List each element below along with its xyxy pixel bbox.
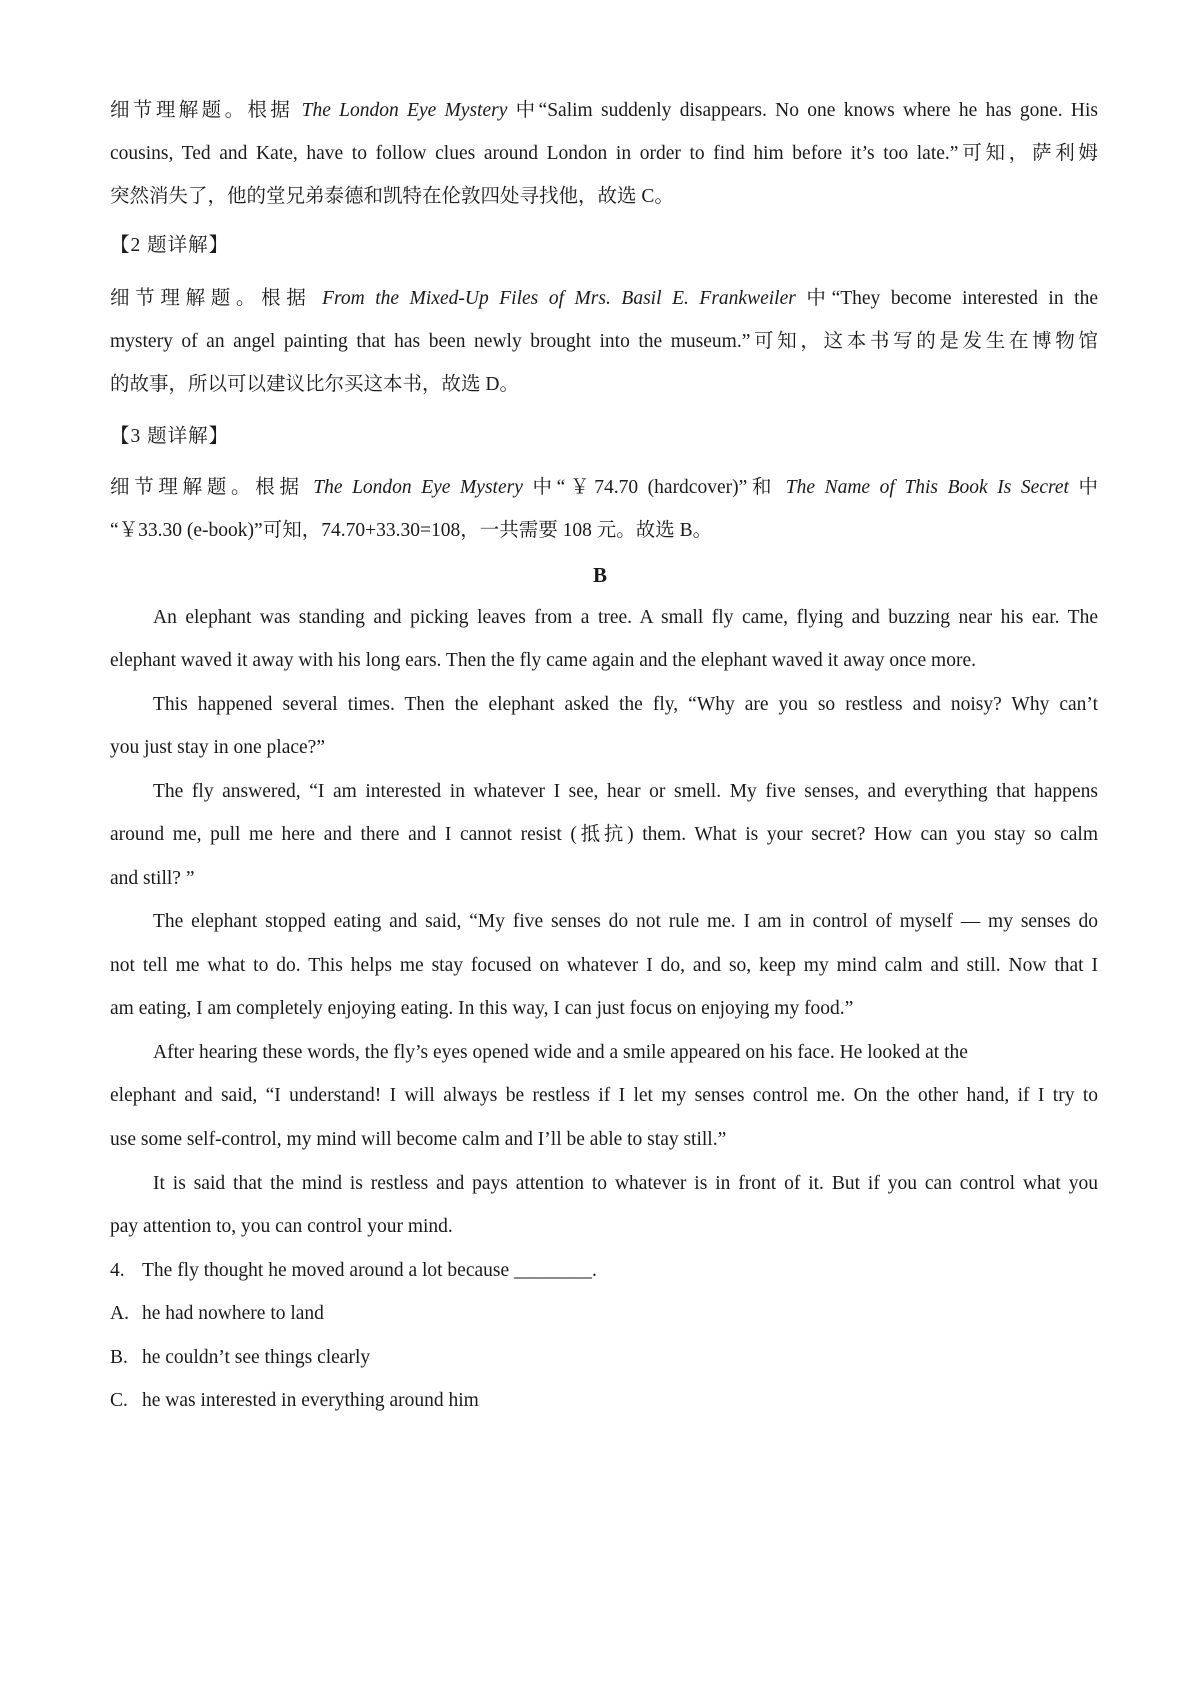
question-number: 4.	[110, 1260, 125, 1281]
passage-line: around me, pull me here and there and I cannot resist (抵抗) them. What is your secret? How can you stay so calm	[110, 824, 1098, 845]
option-c	[110, 1386, 1098, 1416]
passage-line: not tell me what to do. This helps me stay focused on whatever I do, and so, keep my mind calm and still. Now that I	[110, 955, 1098, 976]
text-run: 中“Salim suddenly disappears. No one knows where he has gone. His	[507, 100, 1099, 121]
option-b	[110, 1343, 1098, 1373]
q3-explanation-line-1	[110, 473, 1098, 503]
question-4-stem	[110, 1256, 1098, 1286]
passage-line: An elephant was standing and picking leaves from a tree. A small fly came, flying and buzzing near his ear. The	[153, 607, 1098, 628]
text-run: 中“They become interested in the	[795, 288, 1098, 309]
book-title: The London Eye Mystery	[313, 477, 523, 498]
q1-explanation-line-1	[110, 96, 1098, 126]
text-run: 细节理解题。根据	[110, 288, 323, 309]
q1-explanation-line-2: cousins, Ted and Kate, have to follow clues around London in order to find him before it’s too late.”可知，萨利姆	[110, 143, 1098, 164]
q3-explanation-line-2: “￥33.30 (e-book)”可知，74.70+33.30=108，一共需要 108 元。故选 B。	[110, 520, 713, 541]
text-run: 细节理解题。根据	[110, 477, 314, 498]
passage-line: you just stay in one place?”	[110, 737, 325, 758]
q3-heading: 【3 题详解】	[110, 426, 230, 447]
option-letter: C.	[110, 1390, 128, 1411]
passage-line: The elephant stopped eating and said, “My five senses do not rule me. I am in control of myself — my senses do	[153, 911, 1098, 932]
option-letter: B.	[110, 1347, 128, 1368]
text-run: 中	[1068, 477, 1099, 498]
option-text: he was interested in everything around him	[142, 1390, 479, 1411]
book-title: From the Mixed-Up Files of Mrs. Basil E. Frankweiler	[322, 288, 796, 309]
q1-explanation-line-3: 突然消失了，他的堂兄弟泰德和凯特在伦敦四处寻找他，故选 C。	[110, 186, 674, 207]
option-letter: A.	[110, 1303, 129, 1324]
passage-line: It is said that the mind is restless and pays attention to whatever is in front of it. But if you can control what you	[153, 1173, 1098, 1194]
option-text: he had nowhere to land	[142, 1303, 324, 1324]
book-title: The Name of This Book Is Secret	[785, 477, 1069, 498]
question-text: The fly thought he moved around a lot because ________.	[142, 1260, 597, 1281]
passage-line: pay attention to, you can control your mind.	[110, 1216, 453, 1237]
option-a	[110, 1299, 1098, 1329]
passage-line: The fly answered, “I am interested in whatever I see, hear or smell. My five senses, and everything that happens	[153, 781, 1098, 802]
passage-line: This happened several times. Then the elephant asked the fly, “Why are you so restless and noisy? Why can’t	[153, 694, 1098, 715]
passage-line: elephant and said, “I understand! I will always be restless if I let my senses control me. On the other hand, if I try to	[110, 1085, 1098, 1106]
book-title: The London Eye Mystery	[301, 100, 508, 121]
passage-line: and still? ”	[110, 868, 195, 889]
q2-heading: 【2 题详解】	[110, 235, 230, 256]
option-text: he couldn’t see things clearly	[142, 1347, 371, 1368]
text-run: 细节理解题。根据	[110, 100, 302, 121]
passage-line: After hearing these words, the fly’s eyes opened wide and a smile appeared on his face. He looked at the	[153, 1042, 968, 1063]
section-title: B	[592, 563, 607, 587]
q2-explanation-line-3: 的故事，所以可以建议比尔买这本书，故选 D。	[110, 374, 519, 395]
text-run: 中“￥74.70 (hardcover)”和	[522, 477, 786, 498]
passage-line: elephant waved it away with his long ears. Then the fly came again and the elephant waved it away once more.	[110, 650, 976, 671]
q2-explanation-line-2: mystery of an angel painting that has been newly brought into the museum.”可知，这本书写的是发生在博物馆	[110, 331, 1098, 352]
passage-line: am eating, I am completely enjoying eating. In this way, I can just focus on enjoying my food.”	[110, 998, 854, 1019]
passage-line: use some self-control, my mind will become calm and I’ll be able to stay still.”	[110, 1129, 727, 1150]
q2-explanation-line-1	[110, 284, 1098, 314]
